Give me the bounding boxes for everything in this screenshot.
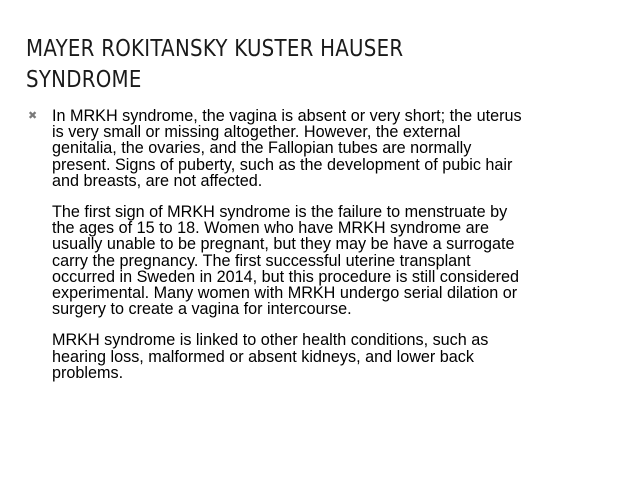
body-line: surgery to create a vagina for intercourse.: [52, 300, 352, 319]
body-line: and breasts, are not affected.: [52, 171, 263, 190]
slide-title-line-1: MAYER ROKITANSKY KUSTER HAUSER: [26, 36, 404, 62]
body-line: MRKH syndrome is linked to other health conditions, such as: [52, 331, 489, 350]
body-line: present. Signs of puberty, such as the development of pubic hair: [52, 155, 513, 174]
body-line: genitalia, the ovaries, and the Fallopian tubes are normally: [52, 139, 472, 158]
bullet-x-icon: ✖: [28, 109, 38, 122]
body-line: occurred in Sweden in 2014, but this procedure is still considered: [52, 267, 520, 286]
body-line: the ages of 15 to 18. Women who have MRKH syndrome are: [52, 219, 489, 238]
paragraph-linked-conditions: [52, 332, 620, 381]
body-line: usually unable to be pregnant, but they may be have a surrogate: [52, 235, 515, 254]
paragraph-first-sign: [52, 204, 620, 317]
body-line: is very small or missing altogether. However, the external: [52, 123, 461, 142]
body-line: In MRKH syndrome, the vagina is absent or very short; the uterus: [52, 107, 522, 125]
slide-body: [52, 108, 620, 396]
body-line: experimental. Many women with MRKH undergo serial dilation or: [52, 284, 518, 303]
body-line: hearing loss, malformed or absent kidneys, and lower back: [52, 347, 474, 366]
slide-title-line-2: SYNDROME: [26, 67, 142, 93]
body-line: The first sign of MRKH syndrome is the failure to menstruate by: [52, 203, 508, 222]
body-line: carry the pregnancy. The first successful uterine transplant: [52, 251, 471, 270]
body-line: problems.: [52, 363, 124, 382]
slide-title: [26, 34, 586, 96]
paragraph-mrkh-anatomy: [52, 108, 620, 189]
